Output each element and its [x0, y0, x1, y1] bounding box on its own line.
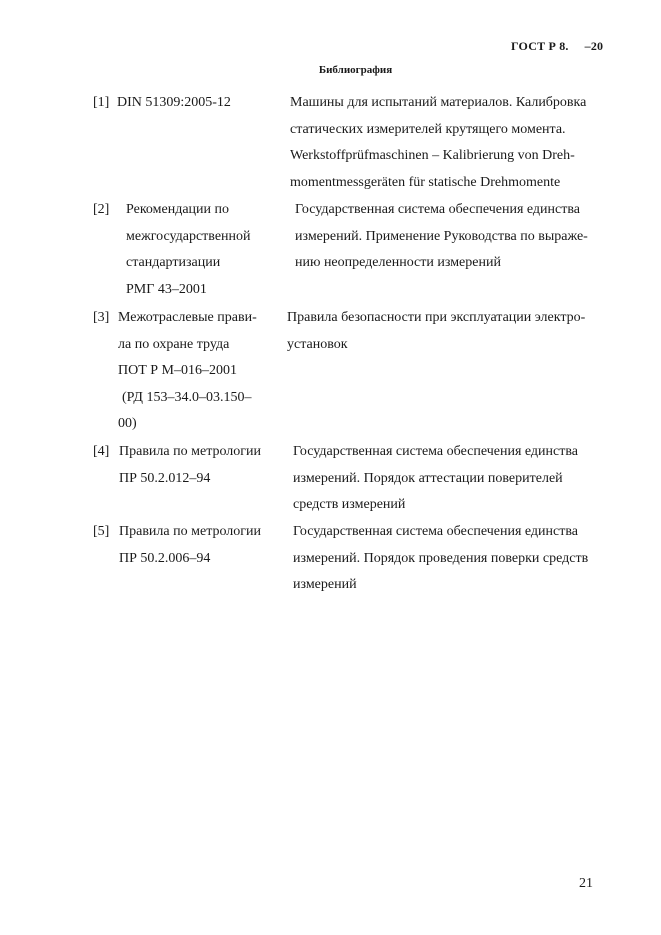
description-line: установок — [287, 336, 348, 352]
standard-year-suffix: –20 — [584, 39, 604, 53]
description-line: измерений. Применение Руководства по выраже- — [295, 228, 588, 244]
description-line: измерений. Порядок аттестации поверителей — [293, 470, 563, 486]
entry-description — [293, 519, 588, 599]
source-line: ПР 50.2.006–94 — [119, 550, 211, 566]
source-line: (РД 153–34.0–03.150– — [122, 389, 252, 405]
bibliography-entry — [0, 90, 661, 200]
entry-source — [118, 305, 257, 438]
bibliography-entry — [0, 305, 661, 440]
source-line: стандартизации — [126, 255, 221, 270]
source-line: DIN 51309:2005-12 — [117, 95, 231, 110]
bibliography-entry — [0, 197, 661, 307]
description-line: статических измерителей крутящего момента. — [290, 121, 566, 137]
entry-source — [126, 197, 251, 303]
source-line: Рекомендации по — [126, 202, 230, 217]
source-line: Правила по метрологии — [119, 444, 262, 459]
source-line: ла по охране труда — [118, 336, 230, 352]
source-line: ПОТ Р М–016–2001 — [118, 363, 238, 378]
description-line: Машины для испытаний материалов. Калибровка — [290, 95, 587, 110]
entry-source — [117, 90, 231, 117]
source-line: Правила по метрологии — [119, 524, 262, 539]
entry-number: [1] — [93, 95, 110, 110]
description-line: средств измерений — [293, 497, 406, 512]
description-line: momentmessgeräten für statische Drehmomente — [290, 174, 561, 190]
source-line: Межотраслевые прави- — [118, 310, 257, 325]
page-number: 21 — [579, 876, 593, 891]
source-line: 00) — [118, 416, 137, 431]
entry-number: [4] — [93, 444, 110, 459]
description-line: Государственная система обеспечения единства — [295, 202, 580, 217]
entry-number: [2] — [93, 202, 110, 217]
entry-source — [119, 519, 261, 572]
entry-description — [295, 197, 588, 277]
description-line: Государственная система обеспечения единства — [293, 524, 578, 539]
description-line: нию неопределенности измерений — [295, 255, 501, 270]
entry-description — [287, 305, 585, 358]
entry-description — [290, 90, 586, 196]
source-line: ПР 50.2.012–94 — [119, 470, 211, 486]
description-line: измерений. Порядок проведения поверки средств — [293, 550, 589, 566]
description-line: Werkstoffprüfmaschinen – Kalibrierung von Dreh- — [290, 148, 575, 163]
standard-designation: ГОСТ Р 8. — [511, 39, 569, 53]
description-line: Государственная система обеспечения единства — [293, 444, 578, 459]
entry-description — [293, 439, 578, 519]
bibliography-entry — [0, 439, 661, 519]
bibliography-entry — [0, 519, 661, 599]
bibliography-title: Библиография — [318, 64, 393, 76]
description-line: Правила безопасности при эксплуатации электро- — [287, 310, 586, 325]
entry-number: [5] — [93, 524, 110, 539]
entry-number: [3] — [93, 310, 110, 325]
source-line: РМГ 43–2001 — [126, 281, 207, 297]
document-header — [511, 39, 603, 54]
source-line: межгосударственной — [126, 228, 251, 244]
description-line: измерений — [293, 577, 357, 592]
entry-source — [119, 439, 261, 492]
